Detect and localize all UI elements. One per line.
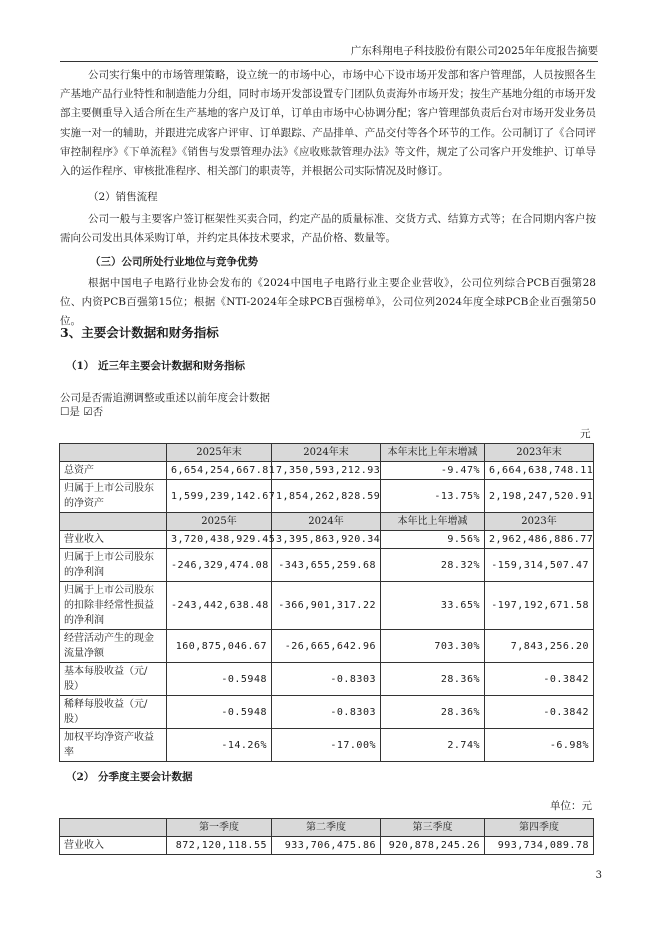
column-header: 本年比上年增减 — [381, 513, 485, 531]
table-cell: 3,395,863,920.34 — [272, 531, 381, 549]
annual-financial-table — [59, 443, 594, 762]
table-cell: -246,329,474.08 — [167, 549, 272, 582]
table-cell: -14.26% — [167, 729, 272, 762]
row-label: 归属于上市公司股东的净资产 — [60, 480, 167, 513]
column-header: 本年末比上年末增减 — [381, 444, 485, 462]
unit2-label: 单位：元 — [550, 800, 592, 812]
row-label: 稀释每股收益（元/股） — [60, 696, 167, 729]
table-row — [60, 729, 594, 762]
column-header — [60, 513, 167, 531]
table-cell: 920,878,245.26 — [381, 837, 485, 855]
table-header-row — [60, 513, 594, 531]
table-cell: 933,706,475.86 — [272, 837, 381, 855]
row-label: 基本每股收益（元/股） — [60, 663, 167, 696]
table-row — [60, 582, 594, 630]
table-cell: 28.32% — [381, 549, 485, 582]
table-cell: -343,655,259.68 — [272, 549, 381, 582]
column-header: 2024年末 — [272, 444, 381, 462]
row-label: 经营活动产生的现金流量净额 — [60, 630, 167, 663]
table-cell: 703.30% — [381, 630, 485, 663]
table-header-row — [60, 819, 594, 837]
table-cell: 6,664,638,748.11 — [485, 462, 594, 480]
table-row — [60, 696, 594, 729]
row-label: 总资产 — [60, 462, 167, 480]
table-cell: 33.65% — [381, 582, 485, 630]
column-header: 2023年末 — [485, 444, 594, 462]
column-header: 第一季度 — [167, 819, 272, 837]
industry-paragraph: 根据中国电子电路行业协会发布的《2024中国电子电路行业主要企业营收》，公司位列综合PCB百强第28位、内资PCB百强第15位；根据《NTI-2024年全球PCB百强榜单》，公司位列2024年度全球PCB企业百强第50位。 — [60, 277, 596, 328]
table-cell: -0.5948 — [167, 663, 272, 696]
page-number: 3 — [595, 870, 602, 881]
table-cell: 28.36% — [381, 663, 485, 696]
row-label: 营业收入 — [60, 531, 167, 549]
column-header: 2023年 — [485, 513, 594, 531]
table-cell: 1,854,262,828.59 — [272, 480, 381, 513]
section-title: 3、主要会计数据和财务指标 — [60, 325, 219, 340]
table-cell: 993,734,089.78 — [485, 837, 594, 855]
table-cell: -243,442,638.48 — [167, 582, 272, 630]
column-header: 2025年 — [167, 513, 272, 531]
table-cell: -0.8303 — [272, 663, 381, 696]
column-header: 第三季度 — [381, 819, 485, 837]
column-header: 第二季度 — [272, 819, 381, 837]
column-header: 2025年末 — [167, 444, 272, 462]
table-cell: 28.36% — [381, 696, 485, 729]
quarterly-financial-table — [59, 818, 594, 855]
market-strategy-paragraph: 公司实行集中的市场管理策略，设立统一的市场中心，市场中心下设市场开发部和客户管理部，人员按照各生产基地产品行业特性和制造能力分组，同时市场开发部设置专门团队负责海外市场开发；按生产基地分组的市场开发部主要侧重导入适合所在生产基地的客户及订单，订单由市场中心协调分配；客户管理部负责后台对市场开发业务员实施一对一的辅助，并跟进完成客户评审、订单跟踪、产品排单、产品交付等各个环节的工作。公司制订了《合同评审控制程序》《下单流程》《销售与发票管理办法》《应收账款管理办法》等文件，规定了公司客户开发维护、订单导入的运作程序、审核批准程序、相关部门的职责等，并根据公司实际情况及时修订。 — [60, 69, 596, 178]
table-cell: 2,198,247,520.91 — [485, 480, 594, 513]
table-cell: -13.75% — [381, 480, 485, 513]
table-cell: -9.47% — [381, 462, 485, 480]
table-row — [60, 531, 594, 549]
table-cell: 1,599,239,142.67 — [167, 480, 272, 513]
table-cell: 2.74% — [381, 729, 485, 762]
table-row — [60, 462, 594, 480]
table-cell: 6,654,254,667.81 — [167, 462, 272, 480]
row-label: 归属于上市公司股东的扣除非经常性损益的净利润 — [60, 582, 167, 630]
table-cell: 2,962,486,886.77 — [485, 531, 594, 549]
table-cell: -159,314,507.47 — [485, 549, 594, 582]
subsection-2-title: （2） 分季度主要会计数据 — [66, 771, 193, 783]
table-cell: -0.5948 — [167, 696, 272, 729]
sales-process-paragraph: 公司一般与主要客户签订框架性买卖合同，约定产品的质量标准、交货方式、结算方式等；在合同期内客户按需向公司发出具体采购订单，并约定具体技术要求，产品价格、数量等。 — [60, 213, 596, 245]
table-cell: -366,901,317.22 — [272, 582, 381, 630]
table-cell: 160,875,046.67 — [167, 630, 272, 663]
subsection-1-title: （1） 近三年主要会计数据和财务指标 — [66, 360, 245, 372]
table-cell: 7,843,256.20 — [485, 630, 594, 663]
column-header — [60, 444, 167, 462]
table-cell: 9.56% — [381, 531, 485, 549]
unit-label: 元 — [580, 428, 591, 440]
sales-process-heading: （2）销售流程 — [88, 191, 158, 203]
table-cell: -0.8303 — [272, 696, 381, 729]
row-label: 归属于上市公司股东的净利润 — [60, 549, 167, 582]
table-row — [60, 837, 594, 855]
column-header: 第四季度 — [485, 819, 594, 837]
table-cell: 3,720,438,929.45 — [167, 531, 272, 549]
table-cell: -0.3842 — [485, 663, 594, 696]
report-header: 广东科翔电子科技股份有限公司2025年年度报告摘要 — [60, 44, 598, 62]
table-header-row — [60, 444, 594, 462]
table-cell: -0.3842 — [485, 696, 594, 729]
row-label: 加权平均净资产收益率 — [60, 729, 167, 762]
table-row — [60, 549, 594, 582]
table-row — [60, 663, 594, 696]
retro-question: 公司是否需追溯调整或重述以前年度会计数据 — [60, 392, 270, 404]
table-cell: -17.00% — [272, 729, 381, 762]
row-label: 营业收入 — [60, 837, 167, 855]
table-cell: -6.98% — [485, 729, 594, 762]
table-cell: -26,665,642.96 — [272, 630, 381, 663]
table-cell: -197,192,671.58 — [485, 582, 594, 630]
retro-answer: ☐是 ☑否 — [60, 406, 104, 418]
table-row — [60, 480, 594, 513]
industry-heading: （三）公司所处行业地位与竞争优势 — [90, 256, 258, 268]
table-row — [60, 630, 594, 663]
column-header — [60, 819, 167, 837]
column-header: 2024年 — [272, 513, 381, 531]
table-cell: 7,350,593,212.93 — [272, 462, 381, 480]
table-cell: 872,120,118.55 — [167, 837, 272, 855]
